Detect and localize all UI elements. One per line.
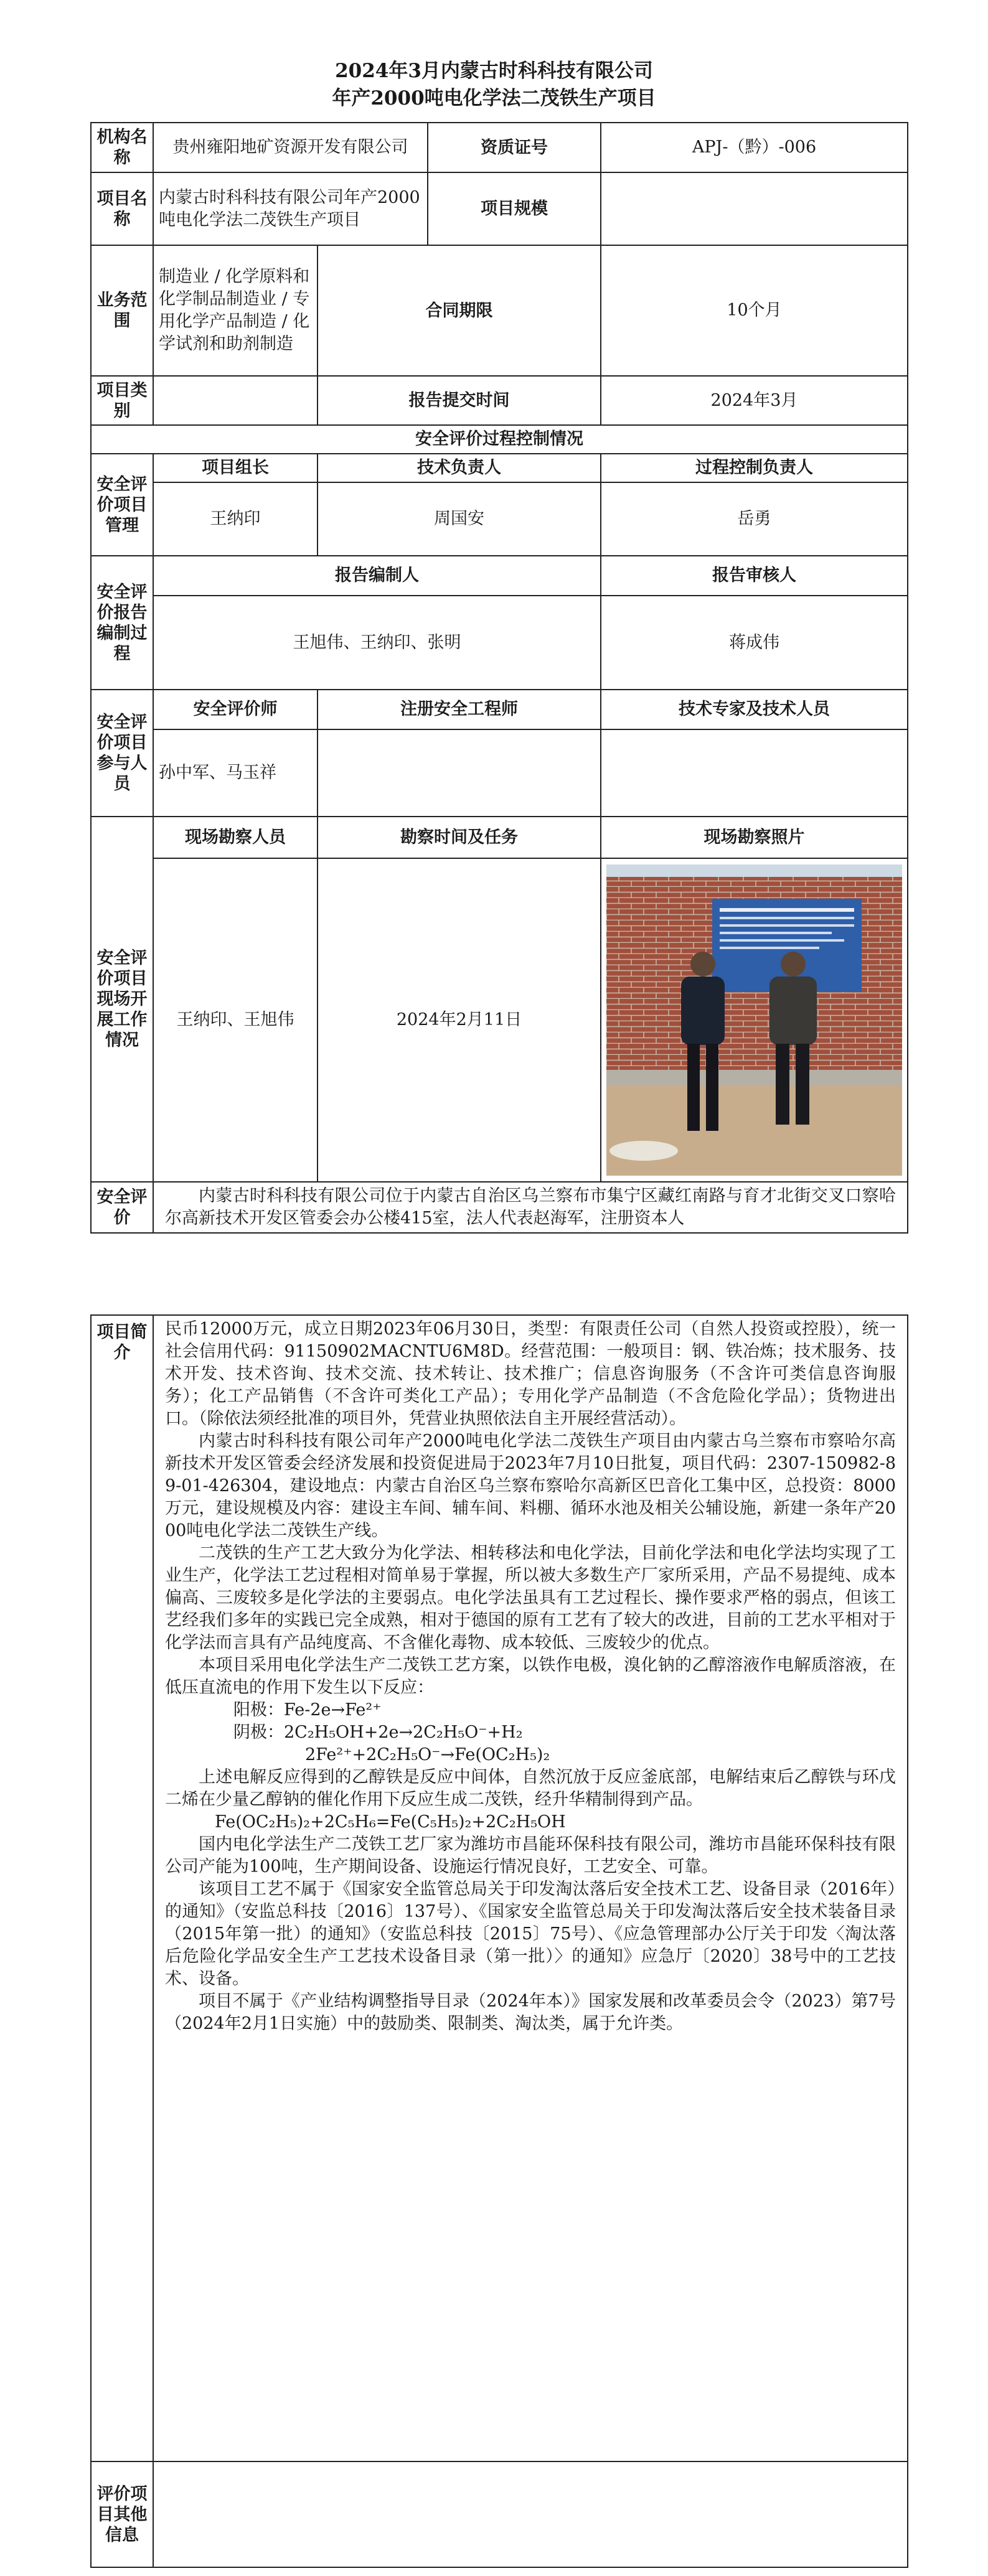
project-info-table (90, 122, 908, 1234)
project-name-value: 内蒙古时科科技有限公司年产2000吨电化学法二茂铁生产项目 (153, 172, 428, 245)
site-staff-value: 王纳印、王旭伟 (153, 858, 318, 1182)
other-info-value (153, 2461, 908, 2567)
report-reviewer-value: 蒋成伟 (601, 596, 908, 690)
page-title-line2: 年产2000吨电化学法二茂铁生产项目 (332, 87, 656, 110)
reaction-overall: Fe(OC₂H₅)₂+2C₅H₆=Fe(C₅H₅)₂+2C₂H₅OH (215, 1812, 566, 1832)
people-experts-value (601, 729, 908, 817)
people-engineer-value (318, 729, 601, 817)
site-photo-image-icon (606, 864, 902, 1176)
report-header-author: 报告编制人 (153, 556, 601, 596)
summary-paragraph-4: 本项目采用电化学法生产二茂铁工艺方案，以铁作电极，溴化钠的乙醇溶液作电解质溶液，在低压直流电的作用下发生以下反应： (165, 1656, 896, 1697)
people-header-experts: 技术专家及技术人员 (601, 690, 908, 729)
summary-paragraph-1: 民币12000万元，成立日期2023年06月30日，类型：有限责任公司（自然人投资或控股），统一社会信用代码：91150902MACNTU6M8D。经营范围：一般项目：钢、铁冶炼；技术服务、技术开发、技术咨询、技术交流、技术转让、技术推广；信息咨询服务（不含许可类信息咨询服务）；化工产品销售（不含许可类化工产品）；专用化学产品制造（不含危险化学品）；货物进出口。（除依法须经批准的项目外，凭营业执照依法自主开展经营活动）。 (165, 1319, 896, 1428)
org-value: 贵州雍阳地矿资源开发有限公司 (153, 123, 428, 172)
mgmt-tech-value: 周国安 (318, 482, 601, 556)
cert-value: APJ-（黔）-006 (601, 123, 908, 172)
site-label: 安全评价项目现场开展工作情况 (91, 817, 153, 1182)
summary-intro-text: 内蒙古时科科技有限公司位于内蒙古自治区乌兰察布市集宁区藏红南路与育才北街交叉口察哈尔高新技术开发区管委会办公楼415室，法人代表赵海军，注册资本人 (165, 1186, 896, 1228)
scope-value: 制造业 / 化学原料和化学制品制造业 / 专用化学产品制造 / 化学试剂和助剂制造 (153, 245, 318, 376)
summary-paragraph-2: 内蒙古时科科技有限公司年产2000吨电化学法二茂铁生产项目由内蒙古乌兰察布市察哈尔高新技术开发区管委会经济发展和投资促进局于2023年7月10日批复，项目代码：2307-150982-89-01-426304，建设地点：内蒙古自治区乌兰察布察哈尔高新区巴音化工集中区，总投资：8000万元，建设规模及内容：建设主车间、辅车间、料棚、循环水池及相关公辅设施，新建一条年产2000吨电化学法二茂铁生产线。 (165, 1431, 896, 1540)
site-header-photo: 现场勘察照片 (601, 817, 908, 858)
people-header-engineer: 注册安全工程师 (318, 690, 601, 729)
mgmt-control-value: 岳勇 (601, 482, 908, 556)
reaction-cathode-1: 阴极：2C₂H₅OH+2e→2C₂H₅O⁻+H₂ (233, 1723, 523, 1742)
project-summary-table (90, 1314, 908, 2568)
summary-paragraph-3: 二茂铁的生产工艺大致分为化学法、相转移法和电化学法，目前化学法和电化学法均实现了工业生产，化学法工艺过程相对简单易于掌握，所以被大多数生产厂家所采用，产品不易提纯、成本偏高、三废较多是化学法的主要弱点。电化学法虽具有工艺过程长、操作要求严格的弱点，但该工艺经我们多年的实践已完全成熟，相对于德国的原有工艺有了较大的改进，目前的工艺水平相对于化学法而言具有产品纯度高、不含催化毒物、成本较低、三废较少的优点。 (165, 1543, 896, 1652)
summary-paragraph-5: 上述电解反应得到的乙醇铁是反应中间体，自然沉放于反应釜底部，电解结束后乙醇铁与环戊二烯在少量乙醇钠的催化作用下反应生成二茂铁，经升华精制得到产品。 (165, 1768, 896, 1809)
other-info-label: 评价项目其他信息 (91, 2461, 153, 2567)
site-photo (601, 858, 908, 1182)
submit-label: 报告提交时间 (318, 376, 601, 425)
process-section-title: 安全评价过程控制情况 (91, 425, 908, 454)
reaction-anode: 阳极：Fe-2e→Fe²⁺ (233, 1700, 382, 1720)
summary-body (153, 1315, 908, 2461)
report-label: 安全评价报告编制过程 (91, 556, 153, 690)
people-label: 安全评价项目参与人员 (91, 690, 153, 817)
scope-label: 业务范围 (91, 245, 153, 376)
summary-label-part2: 项目简介 (91, 1315, 153, 2461)
site-date-value: 2024年2月11日 (318, 858, 601, 1182)
scale-label: 项目规模 (428, 172, 601, 245)
people-evaluator-value: 孙中军、马玉祥 (153, 729, 318, 817)
scale-value (601, 172, 908, 245)
people-header-evaluator: 安全评价师 (153, 690, 318, 729)
mgmt-header-tech: 技术负责人 (318, 454, 601, 482)
period-label: 合同期限 (318, 245, 601, 376)
project-name-label: 项目名称 (91, 172, 153, 245)
site-header-date: 勘察时间及任务 (318, 817, 601, 858)
summary-paragraph-6: 国内电化学法生产二茂铁工艺厂家为潍坊市昌能环保科技有限公司，潍坊市昌能环保科技有限公司产能为100吨，生产期间设备、设施运行情况良好，工艺安全、可靠。 (165, 1835, 896, 1876)
cert-label: 资质证号 (428, 123, 601, 172)
summary-intro (153, 1182, 908, 1233)
report-author-value: 王旭伟、王纳印、张明 (153, 596, 601, 690)
mgmt-label: 安全评价项目管理 (91, 454, 153, 556)
mgmt-header-leader: 项目组长 (153, 454, 318, 482)
type-value (153, 376, 318, 425)
reaction-cathode-2: 2Fe²⁺+2C₂H₅O⁻→Fe(OC₂H₅)₂ (305, 1745, 550, 1764)
mgmt-leader-value: 王纳印 (153, 482, 318, 556)
page-title-line1: 2024年3月内蒙古时科科技有限公司 (335, 60, 653, 82)
type-label: 项目类别 (91, 376, 153, 425)
site-header-staff: 现场勘察人员 (153, 817, 318, 858)
mgmt-header-control: 过程控制负责人 (601, 454, 908, 482)
summary-label-part1: 安全评价 (91, 1182, 153, 1233)
org-label: 机构名称 (91, 123, 153, 172)
period-value: 10个月 (601, 245, 908, 376)
summary-paragraph-7: 该项目工艺不属于《国家安全监管总局关于印发淘汰落后安全技术工艺、设备目录（2016年）的通知》（安监总科技〔2016〕137号）、《国家安全监管总局关于印发淘汰落后安全技术装备目录（2015年第一批）的通知》（安监总科技〔2015〕75号）、《应急管理部办公厅关于印发〈淘汰落后危险化学品安全生产工艺技术设备目录（第一批）〉的通知》应急厅〔2020〕38号中的工艺技术、设备。 (165, 1880, 896, 1988)
report-header-reviewer: 报告审核人 (601, 556, 908, 596)
summary-paragraph-8: 项目不属于《产业结构调整指导目录（2024年本）》国家发展和改革委员会令（2023）第7号（2024年2月1日实施）中的鼓励类、限制类、淘汰类，属于允许类。 (165, 1992, 896, 2033)
submit-value: 2024年3月 (601, 376, 908, 425)
